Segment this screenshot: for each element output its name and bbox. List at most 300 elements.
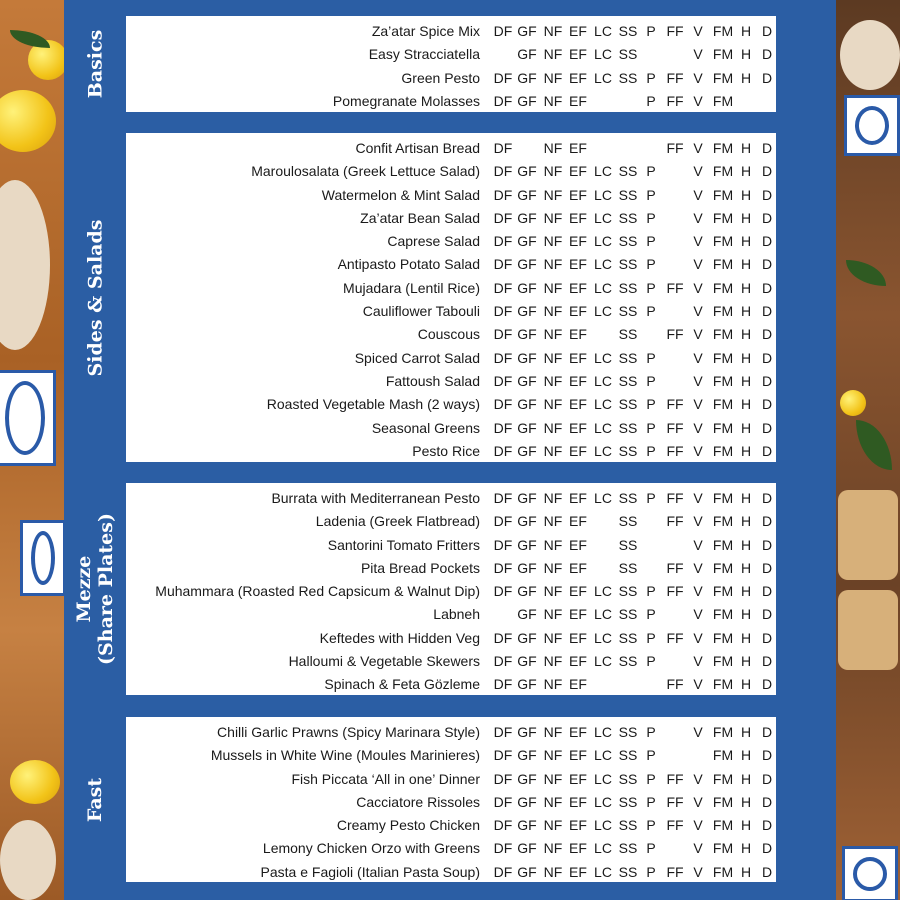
diet-tag-v: V <box>693 442 703 459</box>
diet-tag-ef: EF <box>569 279 587 296</box>
diet-tag-gf: GF <box>517 863 537 880</box>
recipe-name: Caprese Salad <box>387 233 480 250</box>
diet-tag-h: H <box>740 817 752 834</box>
diet-tag-p: P <box>646 840 656 857</box>
diet-tag-ef: EF <box>569 46 587 63</box>
diet-tag-df: DF <box>493 186 513 203</box>
diet-tag-lc: LC <box>594 793 612 810</box>
diet-tag-lc: LC <box>594 396 612 413</box>
diet-tag-ef: EF <box>569 770 587 787</box>
diet-tag-ef: EF <box>569 92 587 109</box>
lemon-icon <box>840 390 866 416</box>
diet-tag-d: D <box>761 396 773 413</box>
diet-tag-d: D <box>761 372 773 389</box>
diet-tag-ef: EF <box>569 140 587 156</box>
recipe-name: Pasta e Fagioli (Italian Pasta Soup) <box>260 863 480 880</box>
diet-tag-df: DF <box>493 233 513 250</box>
recipe-name: Labneh <box>433 606 480 623</box>
recipe-name: Confit Artisan Bread <box>355 140 480 156</box>
diet-tag-nf: NF <box>543 396 563 413</box>
diet-tag-h: H <box>740 140 752 156</box>
diet-tag-lc: LC <box>594 629 612 646</box>
diet-tag-gf: GF <box>517 676 537 693</box>
diet-tag-ff: FF <box>666 69 684 86</box>
diet-tag-lc: LC <box>594 279 612 296</box>
menu-row <box>126 814 776 837</box>
diet-tag-fm: FM <box>712 279 734 296</box>
diet-tag-v: V <box>693 490 703 506</box>
diet-tag-df: DF <box>493 279 513 296</box>
diet-tag-ef: EF <box>569 653 587 670</box>
diet-tag-p: P <box>646 69 656 86</box>
recipe-name: Couscous <box>417 326 480 343</box>
diet-tag-p: P <box>646 653 656 670</box>
diet-tag-h: H <box>740 233 752 250</box>
diet-tag-p: P <box>646 606 656 623</box>
diet-tag-fm: FM <box>712 513 734 530</box>
diet-tag-ss: SS <box>618 793 638 810</box>
diet-tag-p: P <box>646 490 656 506</box>
diet-tag-d: D <box>761 23 773 39</box>
section-sides-salads <box>64 133 836 462</box>
diet-tag-gf: GF <box>517 349 537 366</box>
diet-tag-ss: SS <box>618 863 638 880</box>
diet-tag-p: P <box>646 233 656 250</box>
diet-tag-d: D <box>761 653 773 670</box>
diet-tag-ss: SS <box>618 23 638 39</box>
diet-tag-nf: NF <box>543 92 563 109</box>
diet-tag-ss: SS <box>618 209 638 226</box>
diet-tag-ss: SS <box>618 606 638 623</box>
diet-tag-gf: GF <box>517 279 537 296</box>
diet-tag-d: D <box>761 817 773 834</box>
diet-tag-p: P <box>646 303 656 320</box>
diet-tag-nf: NF <box>543 770 563 787</box>
diet-tag-gf: GF <box>517 747 537 764</box>
blue-tile-icon <box>20 520 64 596</box>
recipe-name: Green Pesto <box>401 69 480 86</box>
diet-tag-d: D <box>761 163 773 180</box>
diet-tag-nf: NF <box>543 606 563 623</box>
diet-tag-h: H <box>740 69 752 86</box>
diet-tag-df: DF <box>493 747 513 764</box>
diet-tag-ef: EF <box>569 256 587 273</box>
left-photo-strip <box>0 0 64 900</box>
diet-tag-gf: GF <box>517 559 537 576</box>
section-panel <box>126 16 776 112</box>
blue-tile-icon <box>0 370 56 466</box>
diet-tag-lc: LC <box>594 583 612 600</box>
diet-tag-ss: SS <box>618 583 638 600</box>
diet-tag-h: H <box>740 279 752 296</box>
diet-tag-ef: EF <box>569 303 587 320</box>
diet-tag-df: DF <box>493 490 513 506</box>
menu-row <box>126 650 776 673</box>
section-basics <box>64 16 836 112</box>
diet-tag-df: DF <box>493 303 513 320</box>
menu-row <box>126 300 776 323</box>
recipe-name: Creamy Pesto Chicken <box>336 817 480 834</box>
recipe-name: Halloumi & Vegetable Skewers <box>288 653 480 670</box>
diet-tag-h: H <box>740 396 752 413</box>
diet-tag-fm: FM <box>712 349 734 366</box>
menu-row <box>126 370 776 393</box>
diet-tag-lc: LC <box>594 46 612 63</box>
diet-tag-h: H <box>740 583 752 600</box>
diet-tag-p: P <box>646 793 656 810</box>
menu-row <box>126 253 776 276</box>
diet-tag-d: D <box>761 724 773 740</box>
diet-tag-fm: FM <box>712 372 734 389</box>
section-label: Sides & Salads <box>84 219 106 376</box>
diet-tag-v: V <box>693 419 703 436</box>
diet-tag-ff: FF <box>666 92 684 109</box>
diet-tag-v: V <box>693 396 703 413</box>
diet-tag-p: P <box>646 186 656 203</box>
diet-tag-df: DF <box>493 770 513 787</box>
section-panel <box>126 483 776 695</box>
recipe-name: Cacciatore Rissoles <box>356 793 480 810</box>
diet-tag-p: P <box>646 396 656 413</box>
diet-tag-fm: FM <box>712 840 734 857</box>
diet-tag-ss: SS <box>618 349 638 366</box>
diet-tag-h: H <box>740 23 752 39</box>
diet-tag-d: D <box>761 863 773 880</box>
recipe-name: Seasonal Greens <box>371 419 480 436</box>
diet-tag-fm: FM <box>712 583 734 600</box>
diet-tag-lc: LC <box>594 23 612 39</box>
diet-tag-df: DF <box>493 676 513 693</box>
diet-tag-nf: NF <box>543 256 563 273</box>
diet-tag-v: V <box>693 140 703 156</box>
diet-tag-ff: FF <box>666 676 684 693</box>
diet-tag-v: V <box>693 840 703 857</box>
diet-tag-h: H <box>740 303 752 320</box>
diet-tag-v: V <box>693 793 703 810</box>
diet-tag-d: D <box>761 513 773 530</box>
diet-tag-ff: FF <box>666 559 684 576</box>
diet-tag-p: P <box>646 629 656 646</box>
diet-tag-gf: GF <box>517 629 537 646</box>
diet-tag-v: V <box>693 69 703 86</box>
diet-tag-v: V <box>693 372 703 389</box>
diet-tag-h: H <box>740 840 752 857</box>
diet-tag-fm: FM <box>712 303 734 320</box>
diet-tag-df: DF <box>493 817 513 834</box>
diet-tag-v: V <box>693 863 703 880</box>
diet-tag-p: P <box>646 279 656 296</box>
diet-tag-gf: GF <box>517 536 537 553</box>
plate-icon <box>0 820 56 900</box>
menu-row <box>126 580 776 603</box>
diet-tag-v: V <box>693 653 703 670</box>
diet-tag-h: H <box>740 490 752 506</box>
menu-row <box>126 393 776 416</box>
diet-tag-p: P <box>646 724 656 740</box>
menu-row <box>126 837 776 860</box>
diet-tag-nf: NF <box>543 209 563 226</box>
diet-tag-ef: EF <box>569 747 587 764</box>
diet-tag-ef: EF <box>569 513 587 530</box>
diet-tag-h: H <box>740 559 752 576</box>
diet-tag-fm: FM <box>712 186 734 203</box>
menu-row <box>126 137 776 160</box>
diet-tag-nf: NF <box>543 233 563 250</box>
diet-tag-d: D <box>761 349 773 366</box>
diet-tag-d: D <box>761 46 773 63</box>
diet-tag-lc: LC <box>594 349 612 366</box>
diet-tag-ef: EF <box>569 186 587 203</box>
menu-row <box>126 323 776 346</box>
diet-tag-gf: GF <box>517 163 537 180</box>
lemon-icon <box>0 90 56 152</box>
diet-tag-gf: GF <box>517 419 537 436</box>
diet-tag-lc: LC <box>594 372 612 389</box>
menu-row <box>126 277 776 300</box>
diet-tag-gf: GF <box>517 653 537 670</box>
diet-tag-gf: GF <box>517 256 537 273</box>
diet-tag-gf: GF <box>517 233 537 250</box>
diet-tag-d: D <box>761 583 773 600</box>
diet-tag-nf: NF <box>543 326 563 343</box>
diet-tag-v: V <box>693 559 703 576</box>
leaf-icon <box>10 30 50 48</box>
diet-tag-p: P <box>646 747 656 764</box>
diet-tag-gf: GF <box>517 840 537 857</box>
diet-tag-df: DF <box>493 419 513 436</box>
diet-tag-gf: GF <box>517 372 537 389</box>
diet-tag-p: P <box>646 442 656 459</box>
diet-tag-ef: EF <box>569 606 587 623</box>
diet-tag-gf: GF <box>517 396 537 413</box>
diet-tag-d: D <box>761 629 773 646</box>
recipe-name: Lemony Chicken Orzo with Greens <box>262 840 480 857</box>
diet-tag-ff: FF <box>666 442 684 459</box>
diet-tag-nf: NF <box>543 629 563 646</box>
diet-tag-h: H <box>740 326 752 343</box>
diet-tag-lc: LC <box>594 419 612 436</box>
diet-tag-lc: LC <box>594 69 612 86</box>
menu-row <box>126 861 776 884</box>
diet-tag-lc: LC <box>594 186 612 203</box>
menu-row <box>126 67 776 90</box>
recipe-name: Chilli Garlic Prawns (Spicy Marinara Style) <box>217 724 480 740</box>
diet-tag-nf: NF <box>543 46 563 63</box>
diet-tag-ss: SS <box>618 69 638 86</box>
diet-tag-gf: GF <box>517 770 537 787</box>
diet-tag-ef: EF <box>569 233 587 250</box>
diet-tag-ss: SS <box>618 186 638 203</box>
diet-tag-d: D <box>761 233 773 250</box>
diet-tag-h: H <box>740 676 752 693</box>
recipe-name: Maroulosalata (Greek Lettuce Salad) <box>251 163 480 180</box>
menu-row <box>126 417 776 440</box>
diet-tag-ss: SS <box>618 279 638 296</box>
diet-tag-gf: GF <box>517 303 537 320</box>
diet-tag-df: DF <box>493 653 513 670</box>
diet-tag-p: P <box>646 23 656 39</box>
diet-tag-fm: FM <box>712 606 734 623</box>
diet-tag-ef: EF <box>569 536 587 553</box>
diet-tag-ff: FF <box>666 817 684 834</box>
diet-tag-nf: NF <box>543 349 563 366</box>
diet-tag-h: H <box>740 186 752 203</box>
diet-tag-gf: GF <box>517 69 537 86</box>
diet-tag-ff: FF <box>666 770 684 787</box>
recipe-name: Spinach & Feta Gözleme <box>324 676 480 693</box>
diet-tag-gf: GF <box>517 46 537 63</box>
diet-tag-ff: FF <box>666 629 684 646</box>
diet-tag-df: DF <box>493 69 513 86</box>
recipe-name: Spiced Carrot Salad <box>354 349 480 366</box>
diet-tag-v: V <box>693 92 703 109</box>
diet-tag-df: DF <box>493 442 513 459</box>
diet-tag-d: D <box>761 442 773 459</box>
diet-tag-v: V <box>693 513 703 530</box>
diet-tag-ss: SS <box>618 840 638 857</box>
diet-tag-d: D <box>761 279 773 296</box>
menu-row <box>126 603 776 626</box>
diet-tag-df: DF <box>493 92 513 109</box>
diet-tag-ff: FF <box>666 513 684 530</box>
section-label: Fast <box>83 777 106 822</box>
diet-tag-v: V <box>693 23 703 39</box>
diet-tag-nf: NF <box>543 793 563 810</box>
blue-tile-icon <box>844 95 900 156</box>
diet-tag-ef: EF <box>569 559 587 576</box>
recipe-name: Watermelon & Mint Salad <box>321 186 480 203</box>
lemon-icon <box>10 760 60 804</box>
leaf-icon <box>856 420 892 470</box>
diet-tag-lc: LC <box>594 724 612 740</box>
diet-tag-p: P <box>646 92 656 109</box>
diet-tag-ef: EF <box>569 863 587 880</box>
diet-tag-fm: FM <box>712 676 734 693</box>
diet-tag-ef: EF <box>569 583 587 600</box>
diet-tag-h: H <box>740 513 752 530</box>
diet-tag-ef: EF <box>569 724 587 740</box>
diet-tag-lc: LC <box>594 770 612 787</box>
diet-tag-ss: SS <box>618 490 638 506</box>
diet-tag-lc: LC <box>594 163 612 180</box>
diet-tag-nf: NF <box>543 163 563 180</box>
diet-tag-ef: EF <box>569 817 587 834</box>
diet-tag-h: H <box>740 747 752 764</box>
diet-tag-d: D <box>761 186 773 203</box>
diet-tag-ss: SS <box>618 303 638 320</box>
diet-tag-ef: EF <box>569 442 587 459</box>
diet-tag-ef: EF <box>569 23 587 39</box>
diet-tag-p: P <box>646 817 656 834</box>
diet-tag-ff: FF <box>666 863 684 880</box>
menu-row <box>126 20 776 43</box>
diet-tag-df: DF <box>493 256 513 273</box>
diet-tag-d: D <box>761 140 773 156</box>
diet-tag-ss: SS <box>618 46 638 63</box>
diet-tag-nf: NF <box>543 513 563 530</box>
diet-tag-gf: GF <box>517 490 537 506</box>
diet-tag-nf: NF <box>543 747 563 764</box>
diet-tag-lc: LC <box>594 747 612 764</box>
diet-tag-fm: FM <box>712 629 734 646</box>
diet-tag-fm: FM <box>712 559 734 576</box>
diet-tag-p: P <box>646 209 656 226</box>
diet-tag-nf: NF <box>543 186 563 203</box>
diet-tag-d: D <box>761 606 773 623</box>
recipe-name: Burrata with Mediterranean Pesto <box>271 490 480 506</box>
diet-tag-ef: EF <box>569 372 587 389</box>
diet-tag-d: D <box>761 69 773 86</box>
diet-tag-lc: LC <box>594 817 612 834</box>
diet-tag-nf: NF <box>543 303 563 320</box>
menu-row <box>126 534 776 557</box>
diet-tag-ff: FF <box>666 583 684 600</box>
diet-tag-ef: EF <box>569 349 587 366</box>
diet-tag-df: DF <box>493 163 513 180</box>
diet-tag-h: H <box>740 419 752 436</box>
diet-tag-ss: SS <box>618 163 638 180</box>
diet-tag-v: V <box>693 46 703 63</box>
diet-tag-fm: FM <box>712 724 734 740</box>
diet-tag-lc: LC <box>594 840 612 857</box>
recipe-name: Pita Bread Pockets <box>360 559 480 576</box>
diet-tag-fm: FM <box>712 536 734 553</box>
diet-tag-fm: FM <box>712 817 734 834</box>
diet-tag-fm: FM <box>712 140 734 156</box>
diet-tag-p: P <box>646 863 656 880</box>
diet-tag-h: H <box>740 46 752 63</box>
diet-tag-nf: NF <box>543 583 563 600</box>
diet-tag-h: H <box>740 770 752 787</box>
diet-tag-p: P <box>646 256 656 273</box>
recipe-name: Keftedes with Hidden Veg <box>319 629 480 646</box>
diet-tag-df: DF <box>493 840 513 857</box>
diet-tag-fm: FM <box>712 793 734 810</box>
diet-tag-h: H <box>740 653 752 670</box>
menu-row <box>126 557 776 580</box>
diet-tag-ss: SS <box>618 513 638 530</box>
diet-tag-ef: EF <box>569 396 587 413</box>
diet-tag-v: V <box>693 209 703 226</box>
diet-tag-ef: EF <box>569 793 587 810</box>
menu-row <box>126 207 776 230</box>
diet-tag-fm: FM <box>712 163 734 180</box>
diet-tag-lc: LC <box>594 606 612 623</box>
section-label: Mezze (Share Plates) <box>73 513 118 665</box>
diet-tag-df: DF <box>493 583 513 600</box>
recipe-name: Ladenia (Greek Flatbread) <box>315 513 480 530</box>
menu-row <box>126 90 776 113</box>
menu-row <box>126 744 776 767</box>
diet-tag-df: DF <box>493 372 513 389</box>
diet-tag-h: H <box>740 209 752 226</box>
menu-row <box>126 673 776 696</box>
diet-tag-gf: GF <box>517 817 537 834</box>
diet-tag-ff: FF <box>666 490 684 506</box>
diet-tag-v: V <box>693 536 703 553</box>
section-mezze <box>64 483 836 695</box>
diet-tag-v: V <box>693 349 703 366</box>
diet-tag-p: P <box>646 770 656 787</box>
menu-row <box>126 184 776 207</box>
diet-tag-df: DF <box>493 326 513 343</box>
diet-tag-v: V <box>693 233 703 250</box>
diet-tag-d: D <box>761 256 773 273</box>
diet-tag-ss: SS <box>618 233 638 250</box>
plate-icon <box>840 20 900 90</box>
menu-row <box>126 791 776 814</box>
diet-tag-v: V <box>693 256 703 273</box>
